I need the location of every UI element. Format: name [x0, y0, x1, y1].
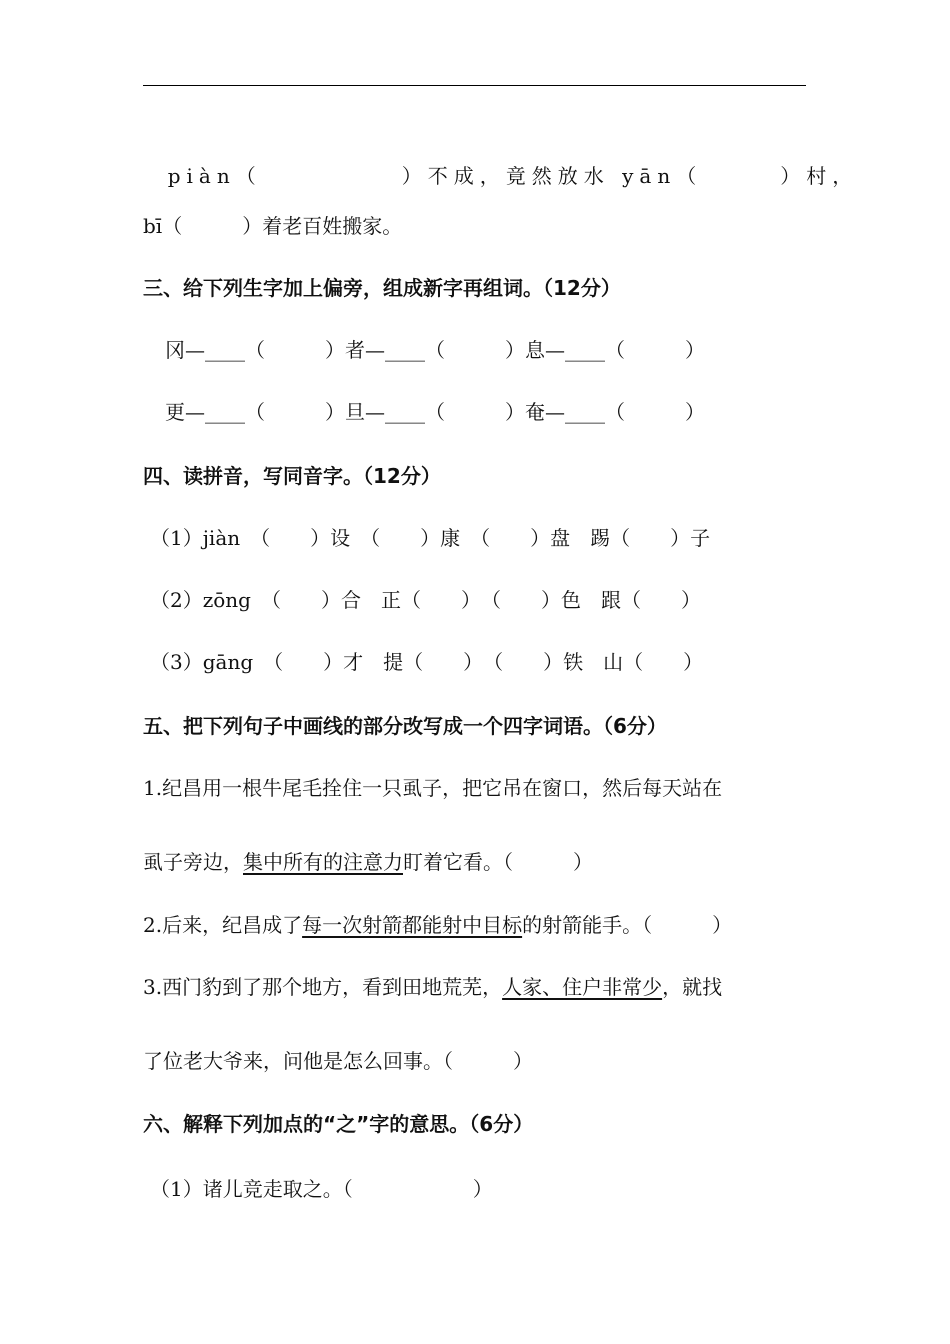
s4-row-2: （2）zōng （ ）合 正（ ） （ ）色 跟（ ）: [150, 588, 701, 612]
pian-text: piàn（: [167, 164, 262, 188]
s5-q3-line-1: [143, 975, 722, 999]
s5-q3-line-2: 了位老大爷来，问他是怎么回事。（ ）: [143, 1049, 533, 1073]
underlined-phrase: 集中所有的注意力: [243, 850, 403, 874]
cun-text: ）村，: [780, 164, 859, 188]
s6-q1: （1）诸儿竞走取之。（ ）: [150, 1177, 493, 1201]
text: 的射箭能手。（ ）: [522, 913, 733, 937]
header-rule: [143, 85, 806, 86]
text: 3.西门豹到了那个地方，看到田地荒芜，: [143, 975, 503, 999]
text: 虱子旁边，: [143, 850, 243, 874]
text: ，就找: [662, 975, 723, 999]
section-6-heading: 六、解释下列加点的“之”字的意思。（6分）: [143, 1112, 534, 1136]
underlined-phrase: 人家、住户非常少: [502, 975, 663, 999]
s4-row-1: （1）jiàn （ ）设 （ ）康 （ ）盘 踢（ ）子: [150, 526, 711, 550]
yan-text: ）不成，竟然放水 yān（: [401, 164, 703, 188]
text: 盯着它看。（ ）: [403, 850, 593, 874]
section-3-heading: 三、给下列生字加上偏旁，组成新字再组词。（12分）: [143, 276, 621, 300]
text: 2.后来，纪昌成了: [143, 913, 303, 937]
s5-q1-line-1: 1.纪昌用一根牛尾毛拴住一只虱子，把它吊在窗口，然后每天站在: [143, 776, 723, 800]
s5-q1-line-2: [143, 850, 593, 874]
underlined-phrase: 每一次射箭都能射中目标: [302, 913, 523, 937]
section-5-heading: 五、把下列句子中画线的部分改写成一个四字词语。（6分）: [143, 714, 667, 738]
top-sentence-line-2: bī（ ）着老百姓搬家。: [143, 214, 403, 238]
s3-row-2: 更—____（ ）旦—____（ ）奄—____（ ）: [165, 400, 705, 424]
s5-q2: [143, 913, 732, 937]
top-sentence-line-1: [143, 140, 858, 188]
s4-row-3: （3）gāng （ ）才 提（ ） （ ）铁 山（ ）: [150, 650, 704, 674]
section-4-heading: 四、读拼音，写同音字。（12分）: [143, 464, 441, 488]
s3-row-1: 冈—____（ ）者—____（ ）息—____（ ）: [165, 338, 705, 362]
